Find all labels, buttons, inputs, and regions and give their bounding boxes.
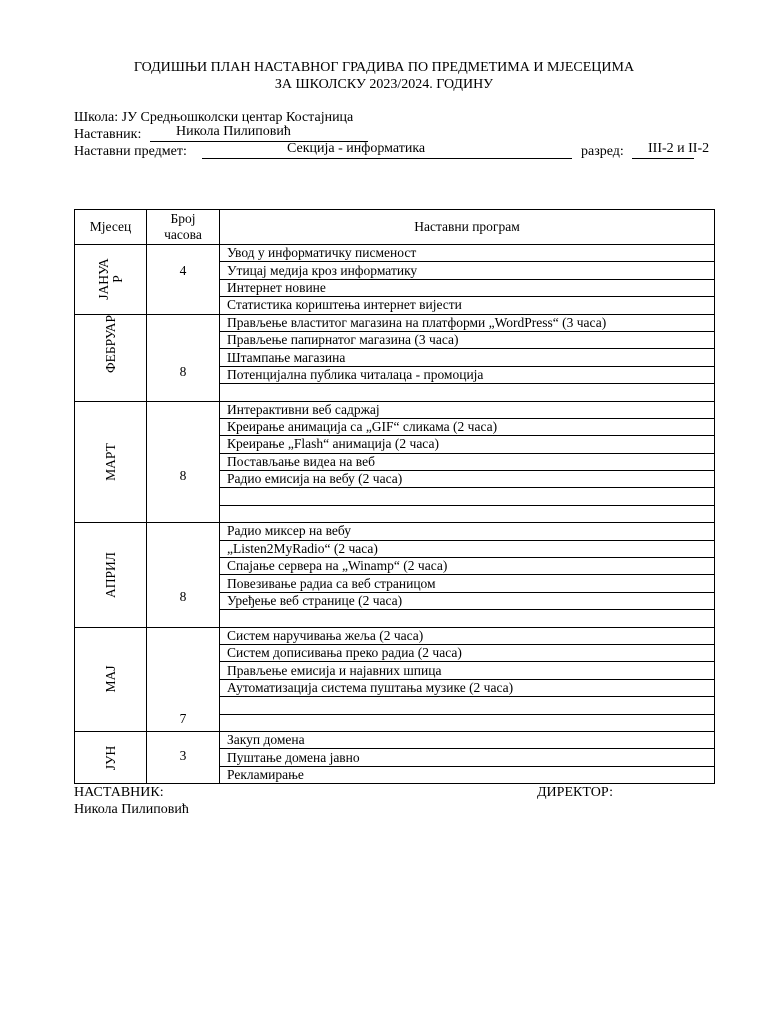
- month-cell-january: ЈАНУА Р: [75, 245, 147, 315]
- table-row: [75, 523, 715, 540]
- program-item: Рекламирање: [220, 766, 715, 783]
- subject-underline: [202, 158, 572, 159]
- month-cell-february: ФЕБРУАР: [75, 314, 147, 401]
- program-header: Наставни програм: [220, 210, 715, 245]
- program-item: Увод у информатичку писменост: [220, 245, 715, 262]
- program-item: Спајање сервера на „Winamp“ (2 часа): [220, 558, 715, 575]
- grade-label: разред:: [581, 144, 624, 159]
- program-item-empty: [220, 610, 715, 627]
- subject-value: Секција - информатика: [287, 141, 426, 156]
- table-row: [75, 401, 715, 418]
- program-item: Интернет новине: [220, 279, 715, 296]
- plan-table: [74, 209, 715, 784]
- program-item: Радио емисија на вебу (2 часа): [220, 471, 715, 488]
- month-cell-may: МАЈ: [75, 627, 147, 731]
- school-label: Школа:: [74, 110, 119, 125]
- hours-cell-february: 8: [147, 314, 220, 401]
- month-cell-june: ЈУН: [75, 731, 147, 783]
- document-title-line1: ГОДИШЊИ ПЛАН НАСТАВНОГ ГРАДИВА ПО ПРЕДМЕТИМА И МЈЕСЕЦИМА: [133, 60, 635, 75]
- program-item: Прављење папирнатог магазина (3 часа): [220, 331, 715, 348]
- hours-cell-april: 8: [147, 523, 220, 627]
- program-item-empty: [220, 697, 715, 714]
- program-item: Креирање „Flash“ анимација (2 часа): [220, 436, 715, 453]
- month-cell-march: МАРТ: [75, 401, 147, 523]
- program-item: Закуп домена: [220, 731, 715, 748]
- grade-underline: [632, 158, 694, 159]
- footer-director-label: ДИРЕКТОР:: [537, 785, 614, 800]
- program-item: Штампање магазина: [220, 349, 715, 366]
- program-item: Аутоматизација система пуштања музике (2 часа): [220, 679, 715, 696]
- hours-header: Број часова: [147, 210, 220, 245]
- table-row: [75, 245, 715, 262]
- subject-label: Наставни предмет:: [74, 144, 187, 159]
- footer-teacher-name: Никола Пилиповић: [74, 802, 189, 817]
- teacher-label: Наставник:: [74, 127, 142, 142]
- table-header-row: [75, 210, 715, 245]
- program-item: Прављење властитог магазина на платформи „WordPress“ (3 часа): [220, 314, 715, 331]
- program-item-empty: [220, 505, 715, 522]
- program-item: Потенцијална публика читалаца - промоција: [220, 366, 715, 383]
- program-item: Интерактивни веб садржај: [220, 401, 715, 418]
- program-item-empty: [220, 488, 715, 505]
- program-item: Повезивање радиа са веб страницом: [220, 575, 715, 592]
- program-item: Прављење емисија и најавних шпица: [220, 662, 715, 679]
- hours-cell-march: 8: [147, 401, 220, 523]
- hours-cell-june: 3: [147, 731, 220, 783]
- program-item: Постављање видеа на веб: [220, 453, 715, 470]
- program-item: „Listen2MyRadio“ (2 часа): [220, 540, 715, 557]
- month-header: Мјесец: [75, 210, 147, 245]
- program-item-empty: [220, 384, 715, 401]
- program-item: Систем наручивања жеља (2 часа): [220, 627, 715, 644]
- table-row: [75, 314, 715, 331]
- program-item: Статистика кориштења интернет вијести: [220, 297, 715, 314]
- hours-cell-january: 4: [147, 245, 220, 315]
- table-row: [75, 731, 715, 748]
- hours-cell-may: 7: [147, 627, 220, 731]
- document-title-line2: ЗА ШКОЛСКУ 2023/2024. ГОДИНУ: [274, 77, 494, 92]
- program-item: Уређење веб странице (2 часа): [220, 592, 715, 609]
- program-item: Пуштање домена јавно: [220, 749, 715, 766]
- table-row: [75, 627, 715, 644]
- program-item-empty: [220, 714, 715, 731]
- grade-value: III-2 и II-2: [648, 141, 710, 156]
- teacher-value: Никола Пилиповић: [176, 124, 291, 139]
- program-item: Креирање анимација са „GIF“ сликама (2 часа): [220, 418, 715, 435]
- month-cell-april: АПРИЛ: [75, 523, 147, 627]
- school-value: ЈУ Средњошколски центар Костајница: [121, 110, 354, 125]
- program-item: Утицај медија кроз информатику: [220, 262, 715, 279]
- program-item: Систем дописивања преко радиа (2 часа): [220, 644, 715, 661]
- footer-teacher-label: НАСТАВНИК:: [74, 785, 164, 800]
- program-item: Радио миксер на вебу: [220, 523, 715, 540]
